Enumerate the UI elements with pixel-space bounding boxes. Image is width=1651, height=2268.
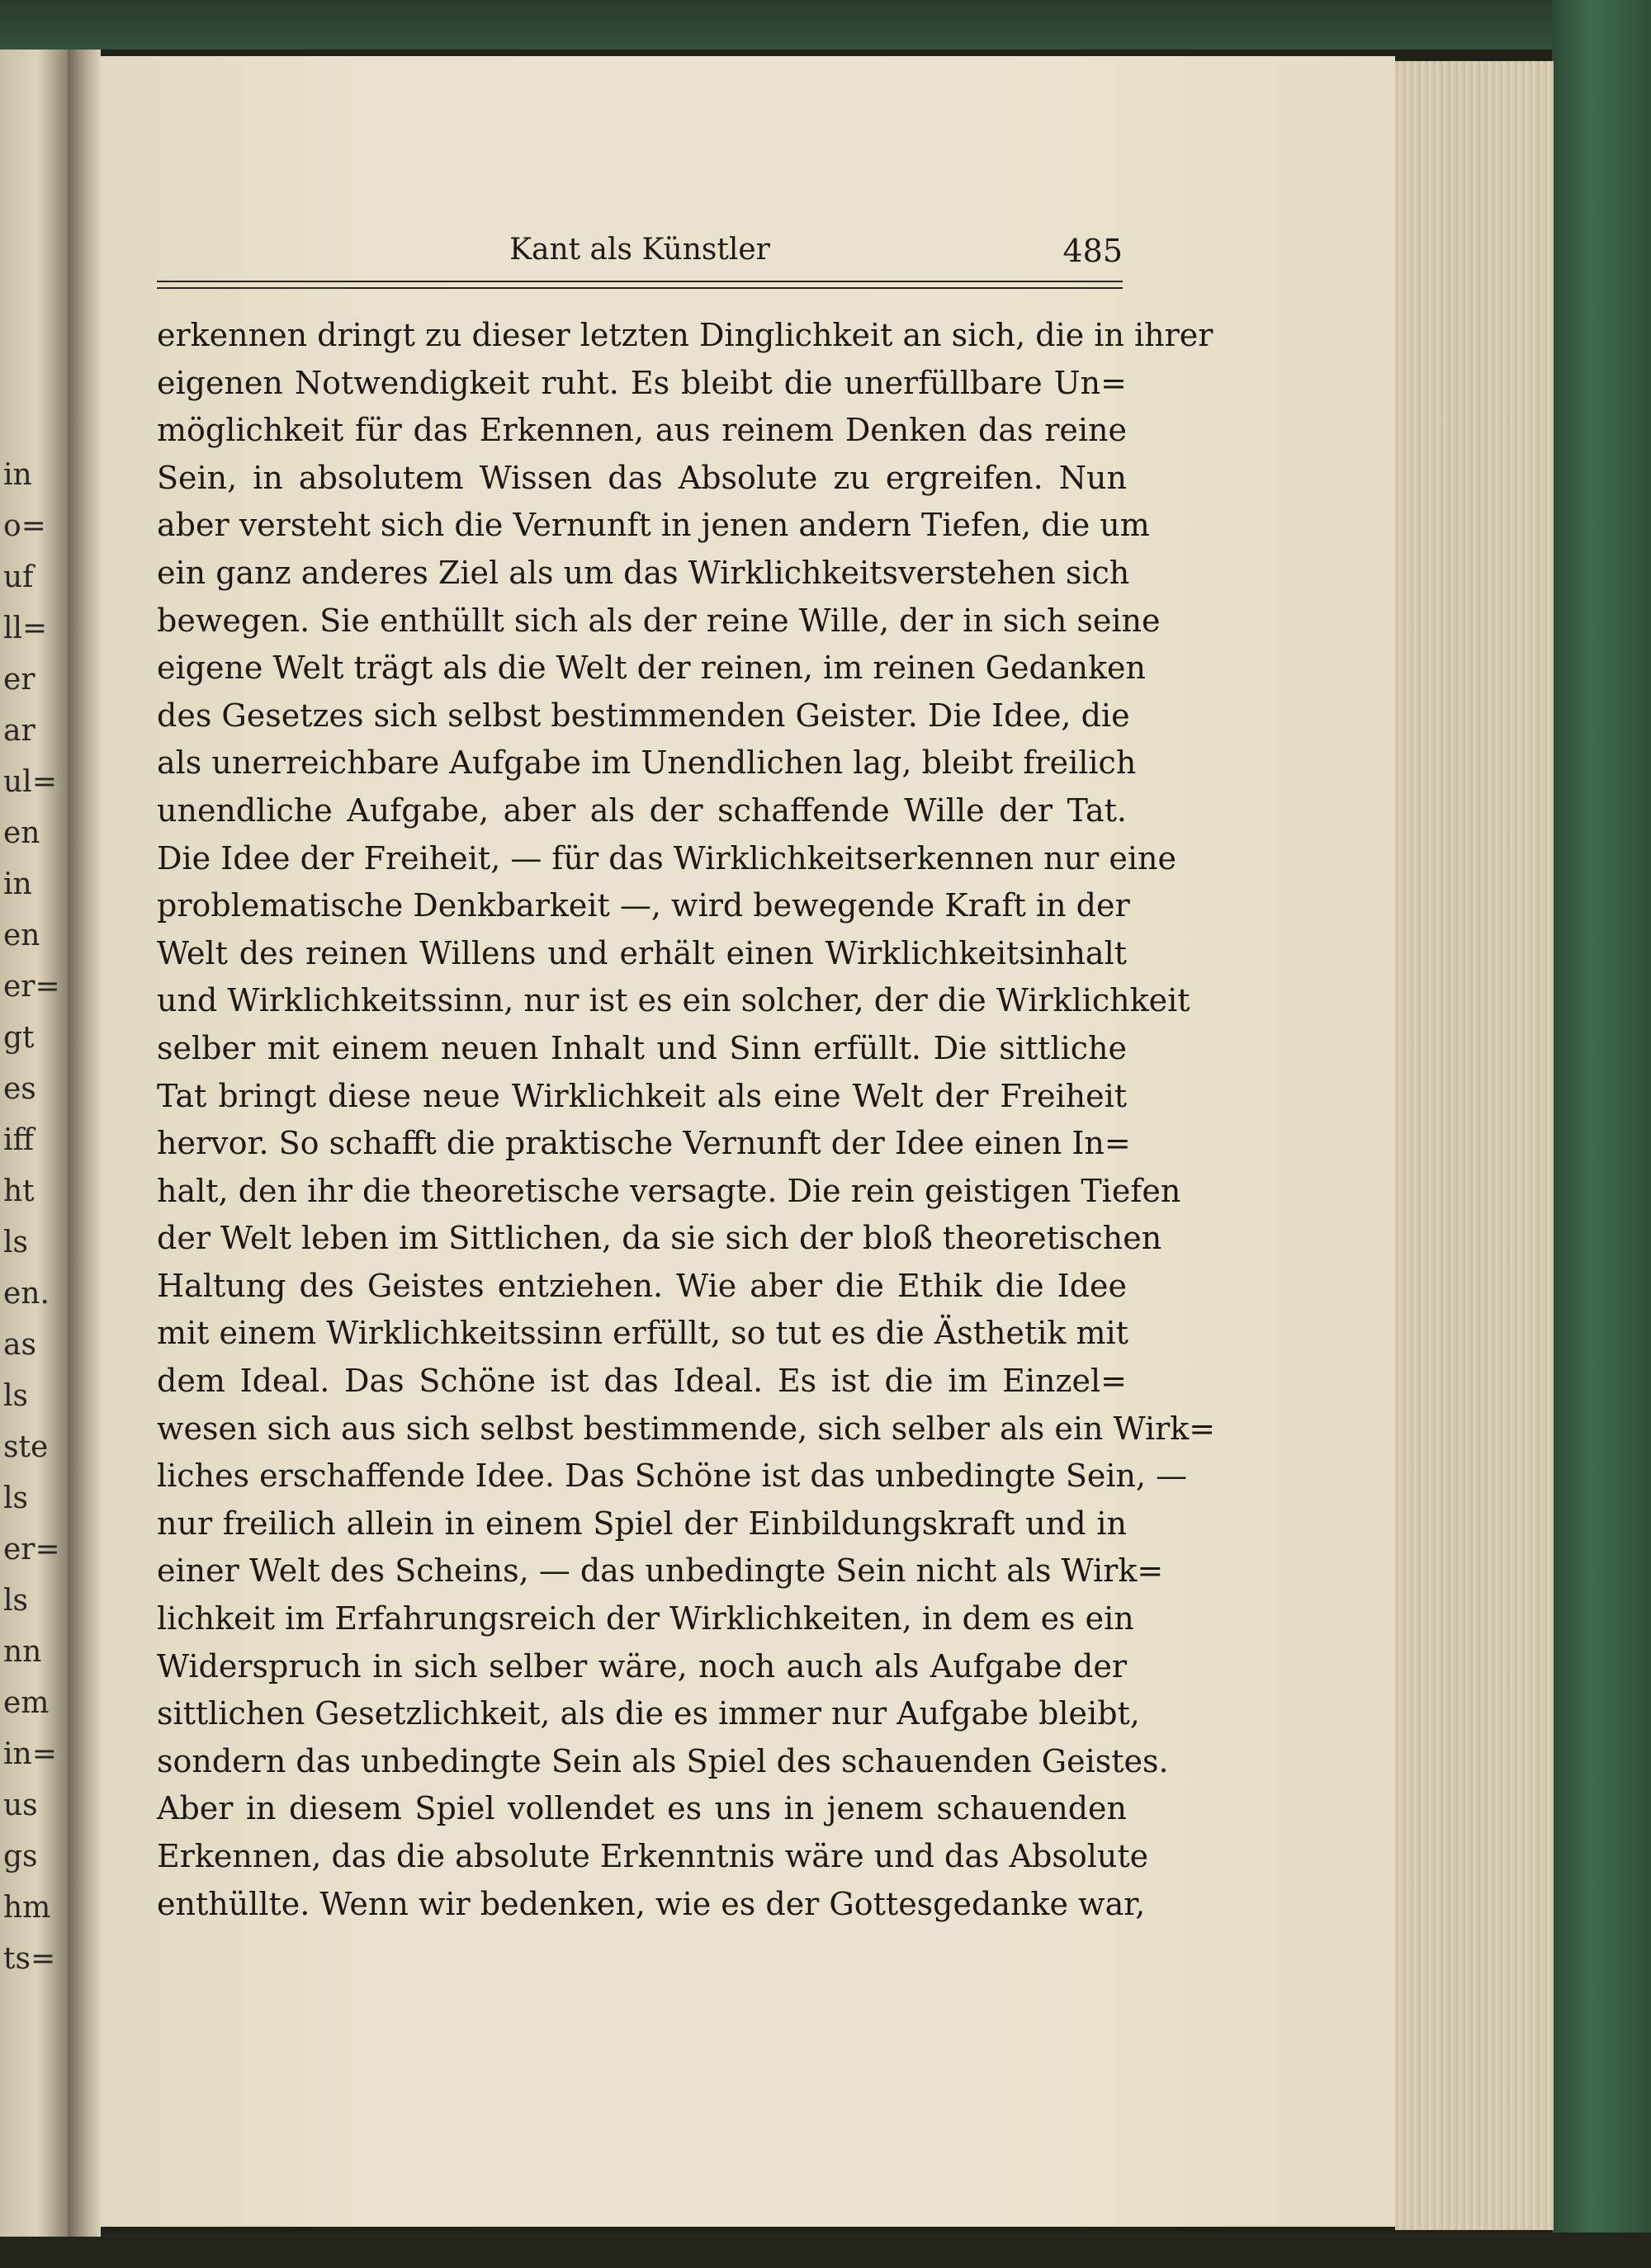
text-line: eigenen Notwendigkeit ruht. Es bleibt die unerfüllbare Un= (157, 364, 1127, 401)
text-line: Welt des reinen Willens und erhält einen Wirklichkeitsinhalt (157, 934, 1127, 971)
text-line: Sein, in absolutem Wissen das Absolute zu ergreifen. Nun (157, 459, 1127, 496)
left-page-fragment: en. (3, 1277, 50, 1311)
left-page-fragment: ht (3, 1174, 35, 1208)
text-line: Aber in diesem Spiel vollendet es uns in jenem schauenden (157, 1790, 1127, 1827)
text-line: aber versteht sich die Vernunft in jenen andern Tiefen, die um (157, 507, 1150, 544)
left-page-fragment: er (3, 663, 35, 697)
text-line: möglichkeit für das Erkennen, aus reinem Denken das reine (157, 412, 1127, 449)
book-cover-spine (1552, 0, 1651, 2268)
text-line: bewegen. Sie enthüllt sich als der reine Wille, der in sich seine (157, 602, 1161, 639)
left-page-fragment: in (3, 867, 32, 901)
left-page-fragment: ll= (3, 612, 48, 645)
text-line: unendliche Aufgabe, aber als der schaffende Wille der Tat. (157, 791, 1127, 829)
running-head (157, 233, 1123, 274)
left-page-fragment: in= (3, 1737, 57, 1771)
book-gutter (68, 50, 101, 2237)
text-line: und Wirklichkeitssinn, nur ist es ein solcher, der die Wirklichkeit (157, 982, 1190, 1019)
text-line: eigene Welt trägt als die Welt der reinen, im reinen Gedanken (157, 650, 1146, 687)
running-head-title: Kant als Künstler (509, 233, 770, 267)
left-page-fragment: ls (3, 1379, 28, 1413)
header-double-rule (157, 281, 1123, 289)
text-line: erkennen dringt zu dieser letzten Dinglichkeit an sich, die in ihrer (157, 317, 1213, 353)
text-line: wesen sich aus sich selbst bestimmende, sich selber als ein Wirk= (157, 1410, 1216, 1447)
text-line: einer Welt des Scheins, — das unbedingte Sein nicht als Wirk= (157, 1552, 1164, 1590)
left-page-fragment: us (3, 1788, 38, 1822)
left-page-fragment: ls (3, 1584, 28, 1618)
book-cover-bottom (0, 2233, 1651, 2268)
body-text (157, 312, 1216, 1928)
left-page-fragment: ts= (3, 1942, 56, 1976)
text-line: sondern das unbedingte Sein als Spiel des schauenden Geistes. (157, 1742, 1169, 1779)
text-line: als unerreichbare Aufgabe im Unendlichen lag, bleibt freilich (157, 744, 1137, 782)
text-line: sittlichen Gesetzlichkeit, als die es immer nur Aufgabe bleibt, (157, 1695, 1140, 1732)
left-page-fragment: er= (3, 970, 60, 1004)
text-line: hervor. So schafft die praktische Vernunft der Idee einen In= (157, 1125, 1131, 1162)
text-line: Widerspruch in sich selber wäre, noch auch als Aufgabe der (157, 1647, 1127, 1684)
text-line: der Welt leben im Sittlichen, da sie sich der bloß theoretischen (157, 1220, 1162, 1257)
text-line: nur freilich allein in einem Spiel der Einbildungskraft und in (157, 1505, 1127, 1542)
text-line: Die Idee der Freiheit, — für das Wirklichkeitserkennen nur eine (157, 839, 1176, 876)
left-page-fragment: hm (3, 1891, 51, 1925)
left-page-fragment: ar (3, 714, 35, 748)
left-page-fragment: ls (3, 1481, 28, 1515)
left-page-fragment: en (3, 919, 40, 952)
left-page-fragment: nn (3, 1635, 42, 1669)
text-line: halt, den ihr die theoretische versagte. Die rein geistigen Tiefen (157, 1172, 1181, 1209)
left-page-fragment: gt (3, 1021, 35, 1055)
text-line: Haltung des Geistes entziehen. Wie aber die Ethik die Idee (157, 1267, 1127, 1304)
left-page-fragment: ls (3, 1226, 28, 1259)
text-line: liches erschaffende Idee. Das Schöne ist das unbedingte Sein, — (157, 1458, 1188, 1495)
left-page-fragment: ul= (3, 765, 57, 799)
text-line: Tat bringt diese neue Wirklichkeit als eine Welt der Freiheit (157, 1077, 1127, 1114)
left-page-fragment: uf (3, 560, 34, 594)
left-page-fragment: ste (3, 1430, 49, 1464)
text-line: mit einem Wirklichkeitssinn erfüllt, so tut es die Ästhetik mit (157, 1315, 1128, 1352)
page-stack-edges (1395, 61, 1554, 2230)
text-line: lichkeit im Erfahrungsreich der Wirklichkeiten, in dem es ein (157, 1600, 1134, 1637)
left-page-fragment: gs (3, 1840, 38, 1873)
text-line: ein ganz anderes Ziel als um das Wirklichkeitsverstehen sich (157, 554, 1130, 591)
page-number: 485 (1062, 233, 1123, 269)
left-page-fragment: em (3, 1686, 50, 1720)
text-line: selber mit einem neuen Inhalt und Sinn erfüllt. Die sittliche (157, 1029, 1127, 1066)
text-line: Erkennen, das die absolute Erkenntnis wäre und das Absolute (157, 1838, 1149, 1874)
left-page-fragment: iff (3, 1123, 35, 1157)
text-line: enthüllte. Wenn wir bedenken, wie es der Gottesgedanke war, (157, 1885, 1146, 1922)
text-line: problematische Denkbarkeit —, wird bewegende Kraft in der (157, 887, 1130, 924)
left-page-fragment: as (3, 1328, 36, 1362)
left-page-fragment: en (3, 816, 40, 850)
previous-page-edge (0, 50, 68, 2237)
left-page-fragment: in (3, 458, 32, 492)
book-cover-top (0, 0, 1651, 50)
left-page-fragment: es (3, 1072, 36, 1106)
text-line: des Gesetzes sich selbst bestimmenden Geister. Die Idee, die (157, 697, 1130, 734)
left-page-fragment: o= (3, 509, 46, 543)
left-page-fragment: er= (3, 1533, 60, 1566)
text-line: dem Ideal. Das Schöne ist das Ideal. Es ist die im Einzel= (157, 1363, 1127, 1400)
